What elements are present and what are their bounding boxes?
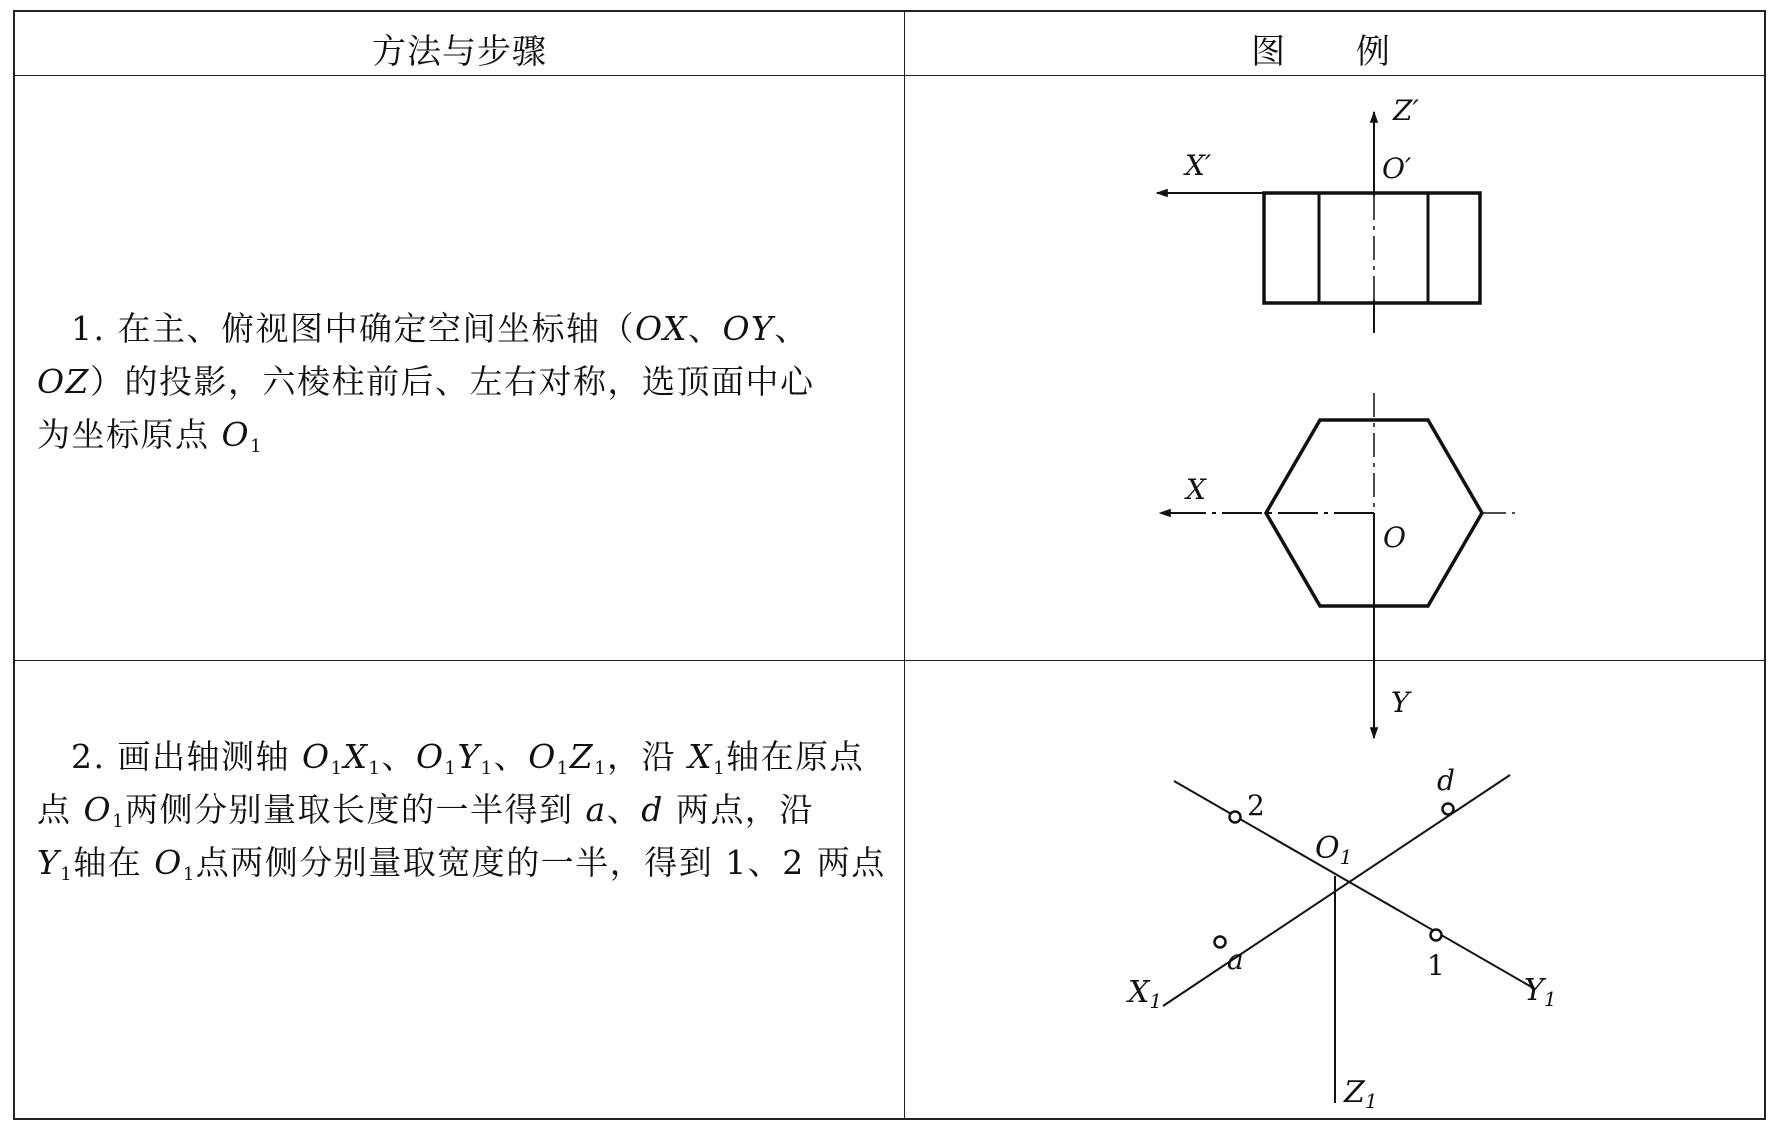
x1-axis-line bbox=[1163, 775, 1510, 1006]
step-2-number: 2. bbox=[71, 737, 106, 776]
label-x-prime: X′ bbox=[1185, 149, 1212, 182]
label-2: 2 bbox=[1247, 789, 1265, 822]
label-y: Y bbox=[1391, 686, 1410, 719]
label-o-prime: O′ bbox=[1382, 152, 1412, 185]
point-2 bbox=[1230, 812, 1241, 823]
label-a: a bbox=[1227, 943, 1244, 976]
label-o1: $O_1$ bbox=[1315, 831, 1353, 869]
axonometric-axes bbox=[1126, 764, 1557, 1113]
label-o: O bbox=[1383, 521, 1406, 554]
label-x1: $X_1$ bbox=[1128, 975, 1163, 1013]
top-view bbox=[1160, 393, 1515, 738]
point-d bbox=[1443, 804, 1454, 815]
header-method-steps: 方法与步骤 bbox=[372, 32, 547, 72]
label-y1: $Y_1$ bbox=[1524, 973, 1557, 1011]
label-x: X bbox=[1186, 473, 1206, 506]
point-1 bbox=[1431, 930, 1442, 941]
step-1-text: 1. 在主、俯视图中确定空间坐标轴（OX、OY、 OZ）的投影，六棱柱前后、左右对称，选顶面中心 为坐标原点 $O_1$ bbox=[37, 309, 815, 457]
point-a bbox=[1215, 937, 1226, 948]
label-z1: $Z_1$ bbox=[1344, 1075, 1378, 1113]
label-1: 1 bbox=[1427, 949, 1445, 982]
step-2-text: 2. 画出轴测轴 $O_1X_1$、$O_1Y_1$、$O_1Z_1$，沿 $X_1$轴在原点 点 $O_1$两侧分别量取长度的一半得到 a、d 两点，沿 $Y_1$轴在 $O_1$点两侧分别量取宽度的一半，得到 1、2 两点 bbox=[37, 737, 886, 885]
header-illustration: 图 例 bbox=[1251, 32, 1420, 72]
label-z-prime: Z′ bbox=[1393, 94, 1419, 127]
step-1-number: 1. bbox=[71, 309, 106, 348]
front-view bbox=[1157, 94, 1480, 333]
label-d: d bbox=[1437, 764, 1455, 797]
